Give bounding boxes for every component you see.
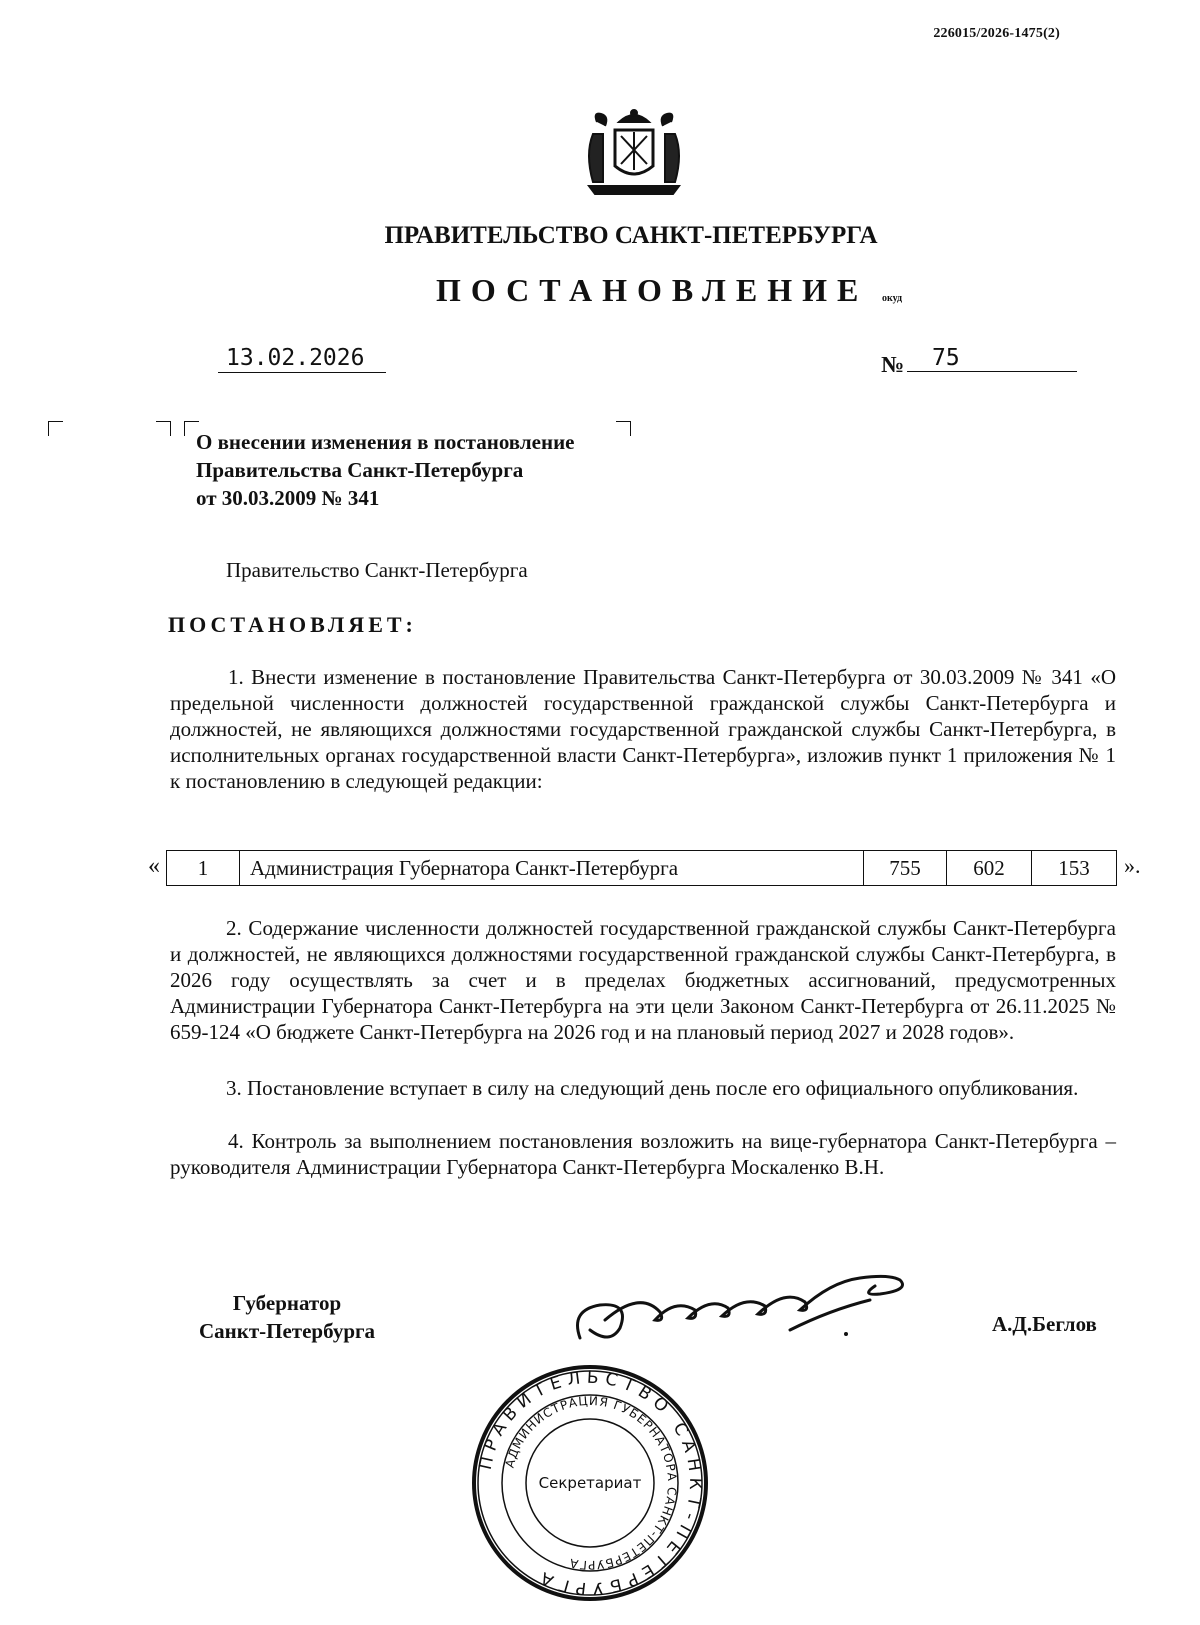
cell-total: 755 (864, 851, 947, 886)
corner-bracket-subject-start-a (156, 421, 171, 436)
okud-label: окуд (882, 293, 903, 304)
number-label: № (881, 352, 905, 377)
paragraph-1: 1. Внести изменение в постановление Правительства Санкт-Петербурга от 30.03.2009 № 341 «О предельной численности должностей государственной гражданской службы Санкт-Петербурга и должностей, не являющихся должностями государственной гражданской службы Санкт-Петербурга, в исполнительных органах государственной власти Санкт-Петербурга», изложив пункт 1 приложения № 1 к постановлению в следующей редакции: (170, 665, 1116, 793)
cell-other-positions: 153 (1032, 851, 1117, 886)
signatory-title-line-2: Санкт-Петербурга (198, 1319, 376, 1343)
cell-civil-service: 602 (947, 851, 1032, 886)
corner-bracket-subject-end (616, 421, 631, 436)
document-number: 75 (907, 344, 1077, 372)
signatory-title (172, 1289, 402, 1345)
table-open-quote: « (148, 853, 160, 879)
issuer: Правительство Санкт-Петербурга (226, 558, 528, 582)
paragraph-3: 3. Постановление вступает в силу на следующий день после его официального опубликования. (226, 1076, 1079, 1100)
subject-line-1: О внесении изменения в постановление (196, 430, 575, 454)
cell-organization: Администрация Губернатора Санкт-Петербурга (240, 851, 864, 886)
cell-number: 1 (167, 851, 240, 886)
resolves-heading: ПОСТАНОВЛЯЕТ: (168, 612, 417, 637)
subject-line-3: от 30.03.2009 № 341 (196, 486, 380, 510)
subject-line-2: Правительства Санкт-Петербурга (196, 458, 524, 482)
staff-limit-table (166, 850, 1117, 886)
corner-bracket-left (48, 421, 63, 436)
svg-text:ПРАВИТЕЛЬСТВО САНКТ-ПЕТЕРБУРГА: ПРАВИТЕЛЬСТВО САНКТ-ПЕТЕРБУРГА (475, 1367, 706, 1599)
svg-text:АДМИНИСТРАЦИЯ ГУБЕРНАТОРА САНК: АДМИНИСТРАЦИЯ ГУБЕРНАТОРА САНКТ-ПЕТЕРБУРГА (502, 1393, 680, 1573)
document-date: 13.02.2026 (218, 344, 386, 373)
table-row (167, 851, 1117, 886)
government-name: ПРАВИТЕЛЬСТВО САНКТ-ПЕТЕРБУРГА (384, 222, 878, 249)
paragraph-4: 4. Контроль за выполнением постановления возложить на вице-губернатора Санкт-Петербурга – руководителя Администрации Губернатора Санкт-Петербурга Москаленко В.Н. (170, 1129, 1116, 1179)
svg-text:Секретариат: Секретариат (538, 1474, 642, 1492)
signatory-name: А.Д.Беглов (992, 1312, 1097, 1336)
signatory-title-line-1: Губернатор (232, 1291, 342, 1315)
document-subject (196, 428, 575, 512)
official-seal (470, 1363, 710, 1603)
registration-number: 226015/2026-1475(2) (933, 26, 1060, 41)
paragraph-2: 2. Содержание численности должностей государственной гражданской службы Санкт-Петербурга и должностей, не являющихся должностями государственной гражданской службы Санкт-Петербурга, в 2026 году осуществлять за счет и в пределах бюджетных ассигнований, предусмотренных Администрации Губернатора Санкт-Петербурга на эти цели Законом Санкт-Петербурга от 26.11.2025 № 659-124 «О бюджете Санкт-Петербурга на 2026 год и на плановый период 2027 и 2028 годов». (170, 916, 1116, 1044)
coat-of-arms-icon (579, 104, 689, 204)
handwritten-signature (560, 1250, 960, 1350)
table-close-quote: ». (1124, 853, 1141, 878)
document-type: ПОСТАНОВЛЕНИЕ (436, 272, 869, 308)
